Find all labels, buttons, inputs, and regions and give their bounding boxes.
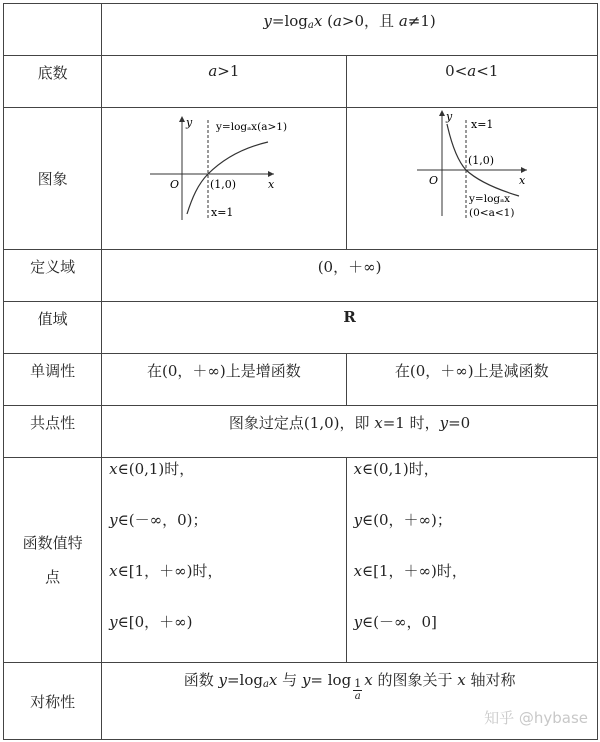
- svg-text:y: y: [445, 110, 452, 123]
- svg-text:x=1: x=1: [470, 118, 493, 131]
- svg-text:O: O: [170, 178, 180, 191]
- fixed-point-value: 图象过定点(1,0)，即 x=1 时，y=0: [102, 406, 598, 458]
- values-left-line: x∈(0,1)时，: [109, 460, 195, 478]
- svg-text:(1,0): (1,0): [210, 178, 237, 191]
- domain-value: (0，＋∞): [102, 250, 598, 302]
- svg-text:(0<a<1): (0<a<1): [468, 207, 514, 219]
- svg-text:O: O: [428, 174, 438, 187]
- svg-text:y=logₐx: y=logₐx: [468, 193, 510, 205]
- fixed-point-label: 共点性: [4, 406, 102, 458]
- svg-text:y=logₐx(a>1): y=logₐx(a>1): [216, 121, 288, 133]
- header-formula: $y=\log_ax$ (a>0，且 a≠1): [102, 4, 598, 56]
- log-graph-increasing: [102, 108, 346, 248]
- values-right-line: x∈[1，＋∞)时，: [353, 562, 467, 580]
- monotonic-row: [4, 354, 598, 406]
- graph-right: [346, 108, 597, 250]
- watermark: 知乎 @hybase: [484, 709, 588, 727]
- values-right-line: y∈(0，＋∞)；: [353, 511, 452, 529]
- svg-text:x=1: x=1: [211, 206, 234, 219]
- log-function-properties-table: [3, 3, 598, 740]
- values-left: [102, 458, 346, 663]
- graph-left: [102, 108, 346, 250]
- svg-text:x: x: [268, 178, 275, 191]
- monotonic-right: 在(0，＋∞)上是减函数: [346, 354, 597, 406]
- values-left-line: y∈(－∞，0)；: [109, 511, 208, 529]
- values-right-line: y∈(－∞，0]: [353, 613, 437, 631]
- base-right: 0<a<1: [346, 56, 597, 108]
- fixed-point-row: [4, 406, 598, 458]
- symmetry-value: 函数 $y=\log_ax$ 与 y= log $\frac{1}{a}$ x 的图象关于 x 轴对称: [102, 663, 598, 740]
- header-empty-cell: [4, 4, 102, 56]
- range-value: R: [102, 302, 598, 354]
- values-left-line: x∈[1，＋∞)时，: [109, 562, 223, 580]
- base-label: 底数: [4, 56, 102, 108]
- header-row: [4, 4, 598, 56]
- range-row: [4, 302, 598, 354]
- domain-label: 定义域: [4, 250, 102, 302]
- values-left-line: y∈[0，＋∞): [109, 613, 193, 631]
- monotonic-label: 单调性: [4, 354, 102, 406]
- monotonic-left: 在(0，＋∞)上是增函数: [102, 354, 346, 406]
- range-label: 值域: [4, 302, 102, 354]
- fraction-one-over-a: $\frac{1}{a}$: [354, 677, 362, 702]
- symmetry-label: 对称性: [4, 663, 102, 740]
- domain-row: [4, 250, 598, 302]
- graph-label: 图象: [4, 108, 102, 250]
- svg-text:(1,0): (1,0): [467, 154, 494, 167]
- base-row: [4, 56, 598, 108]
- graph-row: [4, 108, 598, 250]
- values-right-line: x∈(0,1)时，: [353, 460, 439, 478]
- values-row: [4, 458, 598, 663]
- log-graph-decreasing: [347, 108, 598, 248]
- values-label: 函数值特 点: [4, 458, 102, 663]
- svg-text:y: y: [186, 116, 193, 129]
- base-left: a>1: [102, 56, 346, 108]
- svg-text:x: x: [518, 174, 525, 187]
- values-right: [346, 458, 597, 663]
